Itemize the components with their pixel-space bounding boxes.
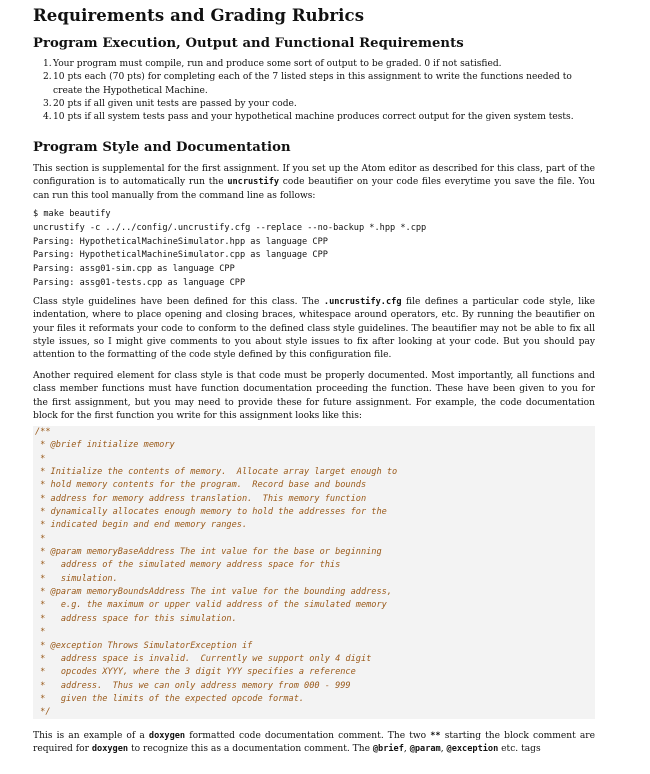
paragraph-style-guidelines: Class style guidelines have been defined for this class. The .uncrustify.cfg file defines a particular code style, like indentation, where to place opening and closing braces, whitespace around operators, etc. By running the beautifier on your files it reformats your code to conform to the defined class style guidelines. The beautifier may not be able to fix all style issues, so I might give comments to you about style issues to fix after looking at your code. But you should pay attention to the formatting of the code style defined by this configuration file.	[33, 297, 595, 361]
doc-comment-block	[33, 426, 595, 719]
shell-output: $ make beautify uncrustify -c ../../config/.uncrustify.cfg --replace --no-backup *.hpp *.cpp Parsing: HypotheticalMachineSimulator.hpp as language CPP Parsing: HypotheticalMachineSimulator.cpp as language CPP Parsing: assg01-sim.cpp as language CPP Parsing: assg01-tests.cpp as language CPP	[33, 209, 427, 288]
paragraph-documentation: Another required element for class style is that code must be properly documented. Most importantly, all functions and class member functions must have function documentation proceeding the function. These have been given to you for the first assignment, but you may need to provide these for future assignment. For example, the code documentation block for the first function you write for this assignment looks like this:	[33, 371, 595, 421]
paragraph-uncrustify-intro: This section is supplemental for the first assignment. If you set up the Atom editor as described for this class, part of the configuration is to automatically run the uncrustify code beautifier on your code files everytime you save the file. You can run this tool manually from the command line as follows:	[33, 164, 595, 201]
paragraph-doxygen: This is an example of a doxygen formatted code documentation comment. The two ** starting the block comment are required for doxygen to recognize this as a documentation comment. The @brief, @param, @exception etc. tags	[33, 731, 595, 755]
list-item: 2. 10 pts each (70 pts) for completing each of the 7 listed steps in this assignment to write the functions needed to create the Hypothetical Machine.	[43, 72, 572, 96]
list-item: 4. 10 pts if all system tests pass and your hypothetical machine produces correct output for the given system tests.	[43, 112, 574, 123]
list-item: 1. Your program must compile, run and produce some sort of output to be graded. 0 if not satisfied.	[43, 59, 502, 69]
section-heading-style: Program Style and Documentation	[33, 140, 291, 155]
list-item: 3. 20 pts if all given unit tests are passed by your code.	[43, 98, 297, 109]
requirements-list	[33, 58, 595, 124]
section-heading-execution: Program Execution, Output and Functional Requirements	[33, 36, 464, 51]
doc-comment-code: /** * @brief initialize memory * * Initialize the contents of memory. Allocate array larget enough to * hold memory contents for the program. Record base and bounds * address for memory address translation. This memory function * dynamically allocates enough memory to hold the addresses for the * indicated begin and end memory ranges. * * @param memoryBaseAddress The int value for the base or beginning * address of the simulated memory address space for this * simulation. * @param memoryBoundsAddress The int value for the bounding address, * e.g. the maximum or upper valid address of the simulated memory * address space for this simulation. * * @exception Throws SimulatorException if * address space is invalid. Currently we support only 4 digit * opcodes XYYY, where the 3 digit YYY specifies a reference * address. Thus we can only address memory from 000 - 999 * given the limits of the expected opcode format. */	[35, 427, 398, 718]
page-title: Requirements and Grading Rubrics	[33, 6, 365, 25]
